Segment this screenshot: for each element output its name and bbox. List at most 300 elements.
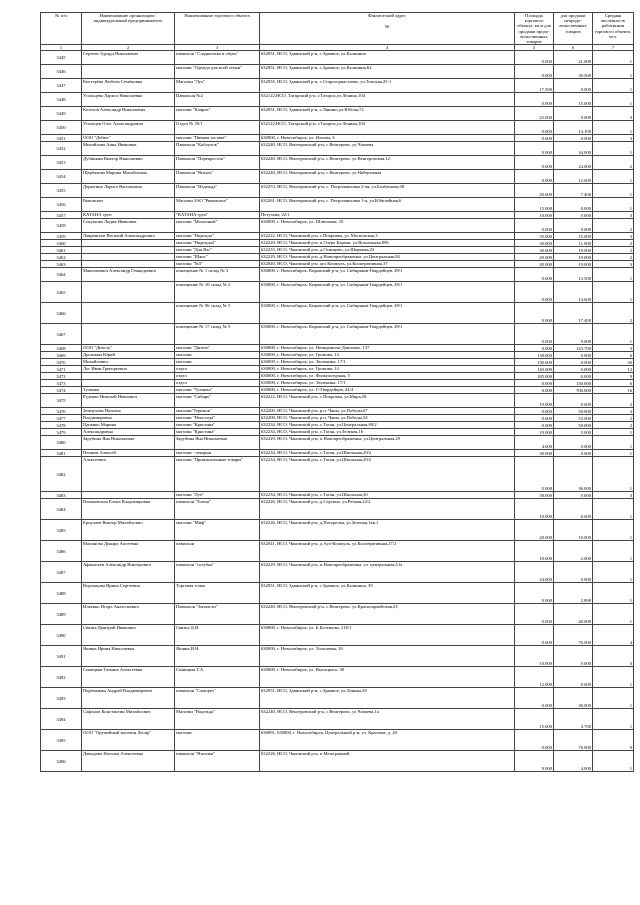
table-row xyxy=(41,142,634,156)
nonfood-area-cell: 0.000 xyxy=(554,373,593,380)
food-area-cell: 17.500 xyxy=(515,79,554,93)
organization-cell: Лавренгьев Василий Александрович xyxy=(82,233,175,240)
row-number-cell: 3459 xyxy=(41,233,82,240)
address-cell: 630000, г. Новосибирск, Кировский р-н, ул. Сибиряков-Гвардейцев, 49/1 xyxy=(260,303,515,324)
nonfood-area-cell: 13.500 xyxy=(554,268,593,282)
food-area-cell: 15.000 xyxy=(515,198,554,212)
table-header xyxy=(41,13,634,51)
address-cell: 632234, НСО, Чановский р-н, с.Таган, ул.Школьная,29/2 xyxy=(260,457,515,492)
nonfood-area-cell: 30.500 xyxy=(554,65,593,79)
object-name-cell: магазин "Тулинка" xyxy=(175,387,260,394)
row-number-cell: 3481 xyxy=(41,450,82,457)
nonfood-area-cell: 15.000 xyxy=(554,233,593,240)
nonfood-area-cell: 19.000 xyxy=(554,247,593,254)
food-area-cell: 0.000 xyxy=(515,303,554,324)
row-number-cell: 3454 xyxy=(41,170,82,184)
organization-cell: Владимировна xyxy=(82,415,175,422)
object-name-cell: Яшина И.Н. xyxy=(175,646,260,667)
nonfood-area-cell: 24.000 xyxy=(554,156,593,170)
address-cell: 630091, 630000, г. Новосибирск, Центральный р-н, ул. Крылова, д. 20 xyxy=(260,730,515,751)
nonfood-area-cell: 6.000 xyxy=(554,499,593,520)
organization-cell: Щербакова Марина Михайловна xyxy=(82,170,175,184)
object-name-cell: отдел xyxy=(175,366,260,373)
food-area-cell: 140.000 xyxy=(515,366,554,373)
organization-cell xyxy=(82,282,175,303)
row-number-cell: 3478 xyxy=(41,422,82,429)
workers-cell: 1 xyxy=(593,751,634,772)
organization-cell xyxy=(82,247,175,254)
nonfood-area-cell: 0.000 xyxy=(554,79,593,93)
address-cell: 632951, НСО, Здвинский р-н, с.Лянино,ул.Юбоая,72 xyxy=(260,107,515,121)
workers-cell: 1 xyxy=(593,688,634,709)
object-name-cell: павильон "Сладкоежка и обувь" xyxy=(175,51,260,65)
object-name-cell: "КАТАНА груп" xyxy=(175,212,260,219)
organization-cell: Алексеевич xyxy=(82,457,175,492)
workers-cell: 1 xyxy=(593,429,634,436)
nonfood-area-cell: 21.000 xyxy=(554,51,593,65)
row-number-cell: 3483 xyxy=(41,492,82,499)
row-number-cell: 3489 xyxy=(41,604,82,625)
row-number-cell: 3486 xyxy=(41,541,82,562)
food-area-cell: 0.000 xyxy=(515,604,554,625)
workers-cell: 1 xyxy=(593,520,634,541)
table-row xyxy=(41,380,634,387)
address-cell: 632122,НСО, Татарский р-н, г.Татарск,ул.Ленина,104 xyxy=(260,93,515,107)
nonfood-area-cell: 123.700 xyxy=(554,345,593,352)
row-number-cell: 3462 xyxy=(41,254,82,261)
organization-cell: Святка Дмитрий Иванович xyxy=(82,625,175,646)
address-cell: 630000, г. Новосибирск, Кировский р-н, ул. Сибиряков-Гвардейцев, 49/1 xyxy=(260,268,515,282)
nonfood-area-cell: 0.000 xyxy=(554,352,593,359)
address-cell: 632222, НСО, Чановский р-н, с.Покровка, ул. Московская,3 xyxy=(260,233,515,240)
organization-cell xyxy=(82,240,175,247)
row-number-cell: 3452 xyxy=(41,142,82,156)
row-number-cell: 3493 xyxy=(41,688,82,709)
page-number: 56 xyxy=(384,24,390,30)
table-row xyxy=(41,324,634,345)
address-cell: 632234, НСО, Чановский р-н, с.Таган, ул.Школьная,29/2 xyxy=(260,450,515,457)
organization-cell xyxy=(82,65,175,79)
workers-cell: 1 xyxy=(593,142,634,156)
nonfood-area-cell: 0.000 xyxy=(554,219,593,233)
food-area-cell: 0.000 xyxy=(515,387,554,394)
row-number-cell: 3468 xyxy=(41,345,82,352)
row-number-cell: 3475 xyxy=(41,394,82,408)
food-area-cell: 0.000 xyxy=(515,268,554,282)
row-number-cell: 3476 xyxy=(41,408,82,415)
nonfood-area-cell: 0.000 xyxy=(554,667,593,688)
table-row xyxy=(41,359,634,366)
workers-cell: 1 xyxy=(593,709,634,730)
row-number-cell: 3488 xyxy=(41,583,82,604)
nonfood-area-cell: 0.000 xyxy=(554,212,593,219)
table-row xyxy=(41,135,634,142)
organization-cell: ООО "Дебют" xyxy=(82,135,175,142)
object-name-cell: магазин "Каприз" xyxy=(175,107,260,121)
object-name-cell: магазин "Надежда2" xyxy=(175,240,260,247)
organization-cell: Давыдова Наталья Алексеевна xyxy=(82,751,175,772)
food-area-cell: 185.000 xyxy=(515,373,554,380)
workers-cell: 1 xyxy=(593,51,634,65)
workers-cell: 1 xyxy=(593,667,634,688)
address-cell: 632222, НСО, Чановский р-н, с.Покровка, ул.Мира,28 xyxy=(260,394,515,408)
address-cell: 632229, НСО, Чановский р-н, п.Новопреображенка, ул.Центральная,29 xyxy=(260,436,515,450)
row-number-cell: 3451 xyxy=(41,135,82,142)
row-number-cell: 3484 xyxy=(41,499,82,520)
row-number-cell: 3473 xyxy=(41,380,82,387)
organization-cell: Кистерёва Любовь Семёновна xyxy=(82,79,175,93)
row-number-cell: 3469 xyxy=(41,352,82,359)
row-number-cell: 3494 xyxy=(41,709,82,730)
nonfood-area-cell: 76.000 xyxy=(554,625,593,646)
workers-cell: 2 xyxy=(593,247,634,254)
address-cell: 632240, НСО, Венгеровский р-н, с.Венгерово, ул.Чапаева,1а xyxy=(260,709,515,730)
food-area-cell: 0.000 xyxy=(515,156,554,170)
table-row xyxy=(41,198,634,212)
workers-cell: 1 xyxy=(593,65,634,79)
nonfood-area-cell: 0.000 xyxy=(554,450,593,457)
row-number-cell: 3472 xyxy=(41,373,82,380)
nonfood-area-cell: 0.000 xyxy=(554,646,593,667)
workers-cell: 1 xyxy=(593,583,634,604)
nonfood-area-cell: 2.890 xyxy=(554,583,593,604)
address-cell: 632951, НСО, Здвинский р-н, с.Здвинск, ул.Калинина,62 xyxy=(260,65,515,79)
organization-cell: Сафонов Константин Михайлович xyxy=(82,709,175,730)
table-row xyxy=(41,730,634,751)
workers-cell: 3 xyxy=(593,261,634,268)
object-name-cell: павильон "голубка" xyxy=(175,562,260,583)
organization-cell xyxy=(82,492,175,499)
organization-cell: Усольцева Лариса Николаевна xyxy=(82,93,175,107)
row-number-cell: 3474 xyxy=(41,387,82,394)
table-row xyxy=(41,219,634,233)
row-number-cell: 3458 xyxy=(41,219,82,233)
address-cell: 630000, г. Новосибирск, ул. С-Гвардейцев, 44/4 xyxy=(260,387,515,394)
address-cell: 632229, НСО, Чановский р-н, п.Новопреображенка, ул. центральная,51а xyxy=(260,562,515,583)
workers-cell: 1 xyxy=(593,170,634,184)
organization-cell: Руденко Николай Иванович xyxy=(82,394,175,408)
food-area-cell: 10.000 xyxy=(515,212,554,219)
workers-cell: 9 xyxy=(593,373,634,380)
row-number-cell: 3492 xyxy=(41,667,82,688)
nonfood-area-cell: 0.000 xyxy=(554,135,593,142)
table-row xyxy=(41,93,634,107)
workers-cell: 2 xyxy=(593,422,634,429)
food-area-cell: 0.000 xyxy=(515,625,554,646)
object-name-cell: отдел xyxy=(175,373,260,380)
address-cell: 632253, НСО, Венгеровский р-н, с. Петропавловка 2-ая, ул.Балбашова,48 xyxy=(260,184,515,198)
workers-cell: 16 xyxy=(593,387,634,394)
organization-cell xyxy=(82,261,175,268)
address-cell: 630000, г. Новосибирск, ул. Б.Богаткова, 210/1 xyxy=(260,625,515,646)
object-name-cell: павильон xyxy=(175,541,260,562)
organization-cell: Дубинкин Виктор Николаевич xyxy=(82,156,175,170)
food-area-cell: 10.000 xyxy=(515,499,554,520)
workers-cell: 2 xyxy=(593,156,634,170)
row-number-cell: 3447 xyxy=(41,79,82,93)
address-cell: 632220, НСО, Чановский р-н, п.Озеро Карачи, ул.Вокзальная,89б xyxy=(260,240,515,247)
table-row xyxy=(41,51,634,65)
address-cell: 632226, НСО, Чановский р-н, д.Сергино, ул.Речная,22/2 xyxy=(260,499,515,520)
table-row xyxy=(41,492,634,499)
object-name-cell: павильон "Наталья" xyxy=(175,751,260,772)
object-name-cell: павильон "Саморез" xyxy=(175,688,260,709)
address-cell: 630000, г. Новосибирск, Кировский р-н, ул. Сибиряков-Гвардейцев, 49/1 xyxy=(260,324,515,345)
row-number-cell: 3491 xyxy=(41,646,82,667)
col-address-header-label: Фактический адрес xyxy=(368,13,406,18)
object-name-cell: магазин "Непоседа" xyxy=(175,415,260,422)
address-cell: 632122,НСО, Татарский р-н, г.Татарск,ул.Ленина,104 xyxy=(260,121,515,135)
row-number-cell: 3449 xyxy=(41,107,82,121)
food-area-cell: 0.000 xyxy=(515,170,554,184)
food-area-cell: 0.000 xyxy=(515,121,554,135)
address-cell: 630000, г. Новосибирск, ул. Громова, 14 xyxy=(260,366,515,373)
nonfood-area-cell: 30.000 xyxy=(554,688,593,709)
address-cell: 632240, НСО, Венгеровский р-н, с.Венгерово, ул.Красноармейская,23 xyxy=(260,604,515,625)
workers-cell: 3 xyxy=(593,212,634,219)
food-area-cell: 0.000 xyxy=(515,457,554,492)
organization-cell: Усольцев Олег Александрович xyxy=(82,121,175,135)
nonfood-area-cell: 0.000 xyxy=(554,436,593,450)
nonfood-area-cell: 0.000 xyxy=(554,394,593,408)
row-number-cell: 3455 xyxy=(41,184,82,198)
row-number-cell: 3479 xyxy=(41,429,82,436)
workers-cell: 1 xyxy=(593,499,634,520)
workers-cell: 1 xyxy=(593,450,634,457)
food-area-cell: 25.000 xyxy=(515,107,554,121)
workers-cell: 6 xyxy=(593,352,634,359)
row-number-cell: 3471 xyxy=(41,366,82,373)
address-cell: 630000, г. Новосибирск, ул. Физкультурная, 5 xyxy=(260,373,515,380)
table-row xyxy=(41,65,634,79)
table-row xyxy=(41,254,634,261)
address-cell: 632240, НСО, Венгеровский р-н, с.Венгерово, ул.Набережная xyxy=(260,170,515,184)
table-row xyxy=(41,107,634,121)
object-name-cell: помещение № 17 склад № 5 xyxy=(175,324,260,345)
table-row xyxy=(41,450,634,457)
food-area-cell: 24.000 xyxy=(515,562,554,583)
address-cell: 632200, НСО, Чановский р-н, р.п. Чаны, ул.Победы,67 xyxy=(260,408,515,415)
row-number-cell: 3490 xyxy=(41,625,82,646)
object-name-cell: магазин "Луч" xyxy=(175,492,260,499)
object-name-cell: Павильон "Каблучок" xyxy=(175,142,260,156)
row-number-cell: 3482 xyxy=(41,457,82,492)
table-row xyxy=(41,212,634,219)
organization-cell: Цапенко Марина xyxy=(82,422,175,429)
address-cell: Петухова, 22/1 xyxy=(260,212,515,219)
workers-cell: 1 xyxy=(593,198,634,212)
table-row xyxy=(41,121,634,135)
object-name-cell: помещение № 96 склад № 5 xyxy=(175,303,260,324)
object-name-cell: Павильон "Перекресток" xyxy=(175,156,260,170)
organization-cell: Сокушова Лидия Ивановна xyxy=(82,219,175,233)
nonfood-area-cell: 19.000 xyxy=(554,261,593,268)
object-name-cell: Магазин ЗАО "Рямовское" xyxy=(175,198,260,212)
nonfood-area-cell: 50.000 xyxy=(554,422,593,429)
food-area-cell: 19.000 xyxy=(515,394,554,408)
nonfood-area-cell: 0.000 xyxy=(554,107,593,121)
row-number-cell: 3463 xyxy=(41,261,82,268)
address-cell: 632041, НСО, Чановский р-н, д.Аул-Кошкуль, ул.Кооперативная,27/2 xyxy=(260,541,515,562)
organization-cell: Дрожжин Юрий xyxy=(82,352,175,359)
food-area-cell: 0.000 xyxy=(515,422,554,429)
food-area-cell: 9.000 xyxy=(515,751,554,772)
organization-cell xyxy=(82,303,175,324)
organization-cell: Рямовское xyxy=(82,198,175,212)
table-row xyxy=(41,667,634,688)
workers-cell: 1 xyxy=(593,457,634,492)
organization-cell: Михайлова Анна Ивановна xyxy=(82,142,175,156)
object-name-cell: магазин "Промышленные товары" xyxy=(175,457,260,492)
object-name-cell: магазин "Миф" xyxy=(175,520,260,541)
organization-cell: Тулинка xyxy=(82,387,175,394)
workers-cell: 2 xyxy=(593,240,634,247)
workers-cell: 6 xyxy=(593,380,634,387)
row-number-cell: 3460 xyxy=(41,240,82,247)
object-name-cell: Павильон "Витязь" xyxy=(175,170,260,184)
nonfood-area-cell: 53.000 xyxy=(554,415,593,422)
address-cell: 632226, НСО, Чановский р-н, п.Межгранный xyxy=(260,751,515,772)
row-number-cell: 3446 xyxy=(41,65,82,79)
organization-cell: Луг Иван Григорьевич xyxy=(82,366,175,373)
table-row xyxy=(41,184,634,198)
nonfood-area-cell: 11.000 xyxy=(554,240,593,247)
food-area-cell: 30.000 xyxy=(515,450,554,457)
workers-cell: 1 xyxy=(593,184,634,198)
workers-cell: 2 xyxy=(593,219,634,233)
address-cell: 632040, НСО, Чановский р-н, аул Кошкуль, ул.Кооперативная,37 xyxy=(260,261,515,268)
row-number-cell: 3466 xyxy=(41,303,82,324)
table-row xyxy=(41,268,634,282)
col-address-header xyxy=(260,13,515,45)
organization-cell: Земнухова Наталья xyxy=(82,408,175,415)
food-area-cell: 15.000 xyxy=(515,709,554,730)
table-row xyxy=(41,303,634,324)
nonfood-area-cell: 0.000 xyxy=(554,359,593,366)
row-number-cell: 3485 xyxy=(41,520,82,541)
nonfood-area-cell: 0.000 xyxy=(554,492,593,499)
table-row xyxy=(41,352,634,359)
organization-cell xyxy=(82,373,175,380)
table-row xyxy=(41,436,634,450)
object-name-cell: магазин xyxy=(175,352,260,359)
food-area-cell: 30.000 xyxy=(515,240,554,247)
object-name-cell: помещение № 10 склад № 2 xyxy=(175,282,260,303)
food-area-cell: 138.000 xyxy=(515,352,554,359)
food-area-cell: 0.000 xyxy=(515,380,554,387)
table-row xyxy=(41,583,634,604)
object-name-cell: магазин "Одежда для всей семьи" xyxy=(175,65,260,79)
nonfood-area-cell: 36.000 xyxy=(554,457,593,492)
food-area-cell: 4.000 xyxy=(515,436,554,450)
workers-cell: 1 xyxy=(593,79,634,93)
organization-cell xyxy=(82,380,175,387)
nonfood-area-cell: 0.000 xyxy=(554,366,593,373)
food-area-cell: 0.000 xyxy=(515,135,554,142)
nonfood-area-cell: 700.000 xyxy=(554,387,593,394)
nonfood-area-cell: 76.000 xyxy=(554,730,593,751)
workers-cell: 1 xyxy=(593,604,634,625)
address-cell: 630000, г. Новосибирск, ул. Тюленина, 17/1 xyxy=(260,359,515,366)
object-name-cell: магазин "Дизель" xyxy=(175,345,260,352)
organization-cell: Синицкая Татьяна Алексеевна xyxy=(82,667,175,688)
workers-cell: 3 xyxy=(593,107,634,121)
food-area-cell: 30.000 xyxy=(515,247,554,254)
address-cell: 630000, г. Новосибирск, ул. Громова, 14 xyxy=(260,352,515,359)
table-row xyxy=(41,261,634,268)
nonfood-area-cell: 15.000 xyxy=(554,93,593,107)
column-index: 1 xyxy=(41,45,82,51)
object-name-cell: Магазин "Надежда" xyxy=(175,709,260,730)
table-row xyxy=(41,345,634,352)
nonfood-area-cell: 34.000 xyxy=(554,142,593,156)
organization-cell: Ильенко Игорь Анатольевич xyxy=(82,604,175,625)
table-row xyxy=(41,415,634,422)
nonfood-area-cell: 9.000 xyxy=(554,324,593,345)
table-row xyxy=(41,429,634,436)
object-name-cell: магазин "Для Вас" xyxy=(175,247,260,254)
table-row xyxy=(41,520,634,541)
row-number-cell: 3465 xyxy=(41,282,82,303)
table-row xyxy=(41,79,634,93)
row-number-cell: 3477 xyxy=(41,415,82,422)
food-area-cell: 10.000 xyxy=(515,429,554,436)
workers-cell: 1 xyxy=(593,436,634,450)
object-name-cell: магазин"Теремок" xyxy=(175,408,260,415)
workers-cell: 4 xyxy=(593,625,634,646)
organization-cell: Михайлович xyxy=(82,359,175,366)
object-name-cell: помещение № 1 склад № 3 xyxy=(175,268,260,282)
table-row xyxy=(41,373,634,380)
organization-cell: КАТАНА груп xyxy=(82,212,175,219)
workers-cell: 3 xyxy=(593,408,634,415)
row-number-cell: 3480 xyxy=(41,436,82,450)
organization-cell: Афанасьев Александр Викторович xyxy=(82,562,175,583)
object-name-cell: Святка Д.И. xyxy=(175,625,260,646)
object-name-cell: магазин xyxy=(175,359,260,366)
food-area-cell: 58.000 xyxy=(515,492,554,499)
table-row xyxy=(41,233,634,240)
address-cell: 632240, НСО, Венгеровский р-н, с.Венгерово, ул.Чапаева xyxy=(260,142,515,156)
organization-cell: Дерюгина Лариса Васильевна xyxy=(82,184,175,198)
object-name-cell: отдел xyxy=(175,380,260,387)
column-index: 3 xyxy=(175,45,260,51)
workers-cell: 3 xyxy=(593,646,634,667)
row-number-cell: 3470 xyxy=(41,359,82,366)
nonfood-area-cell: 7.400 xyxy=(554,184,593,198)
nonfood-area-cell: 4.000 xyxy=(554,751,593,772)
table-body xyxy=(41,51,634,772)
workers-cell: 1 xyxy=(593,93,634,107)
organization-cell: Яшина Ирина Николаевна xyxy=(82,646,175,667)
address-cell: 632226, НСО, Чановский р-н, д.Погорелка, ул.Зеленая,1кв.1 xyxy=(260,520,515,541)
workers-cell: 2 xyxy=(593,254,634,261)
food-area-cell: 0.000 xyxy=(515,730,554,751)
address-cell: 632234, НСО, Чановский р-н, с.Таган, ул.Зеленая,16 xyxy=(260,429,515,436)
organization-cell xyxy=(82,324,175,345)
column-index: 2 xyxy=(82,45,175,51)
workers-cell: 1 xyxy=(593,268,634,282)
workers-cell: 1 xyxy=(593,562,634,583)
workers-cell: 3 xyxy=(593,492,634,499)
row-number-cell: 3453 xyxy=(41,156,82,170)
address-cell: 630000, г. Новосибирск, ул. Высоцкого, 38 xyxy=(260,667,515,688)
food-area-cell: 20.000 xyxy=(515,261,554,268)
workers-cell: 2 xyxy=(593,415,634,422)
table-row xyxy=(41,604,634,625)
row-number-cell: 3448 xyxy=(41,93,82,107)
col-nonfood-area-header: для продажи непродо-вольственных товаров xyxy=(554,13,593,45)
